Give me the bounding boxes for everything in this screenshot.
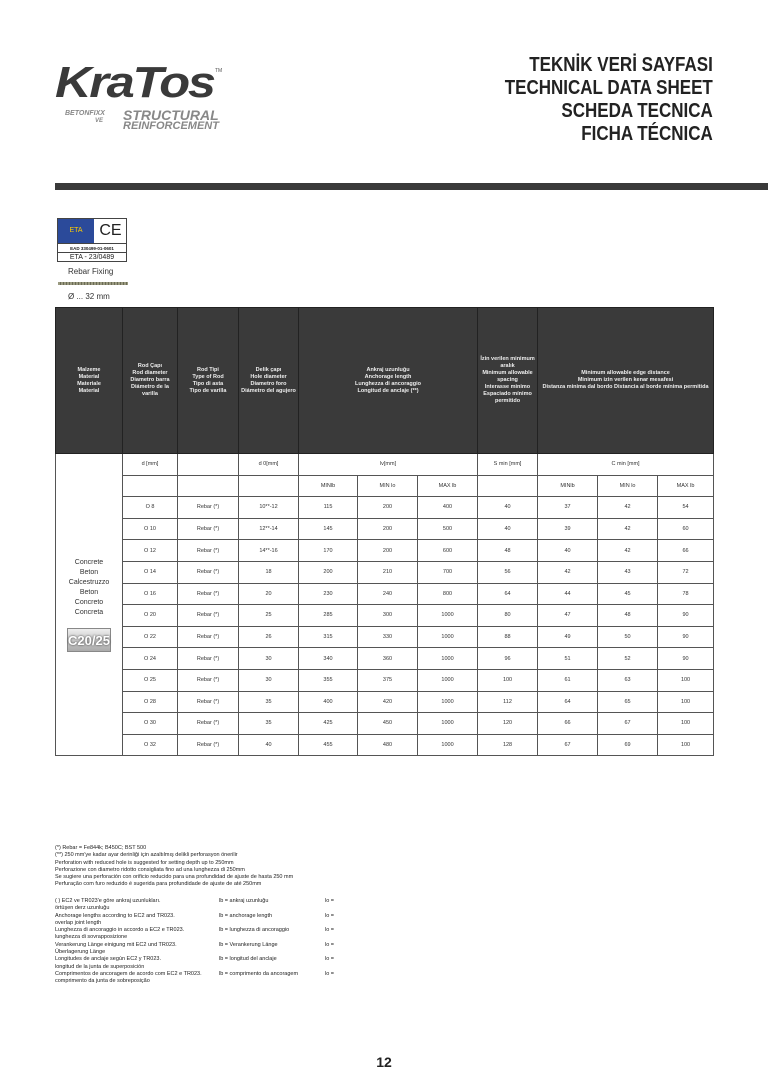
table-cell: 60 xyxy=(658,518,714,540)
table-cell: 25 xyxy=(239,605,299,627)
table-row xyxy=(56,713,714,735)
header-anchorage-length: Ankraj uzunluğu Anchorage length Lunghezza di ancoraggio Longitud de anclaje (**) xyxy=(299,308,478,454)
definition-text: lunghezza di sovrapposizione xyxy=(55,934,128,941)
definition-row xyxy=(55,942,375,957)
product-diameter: Ø ... 32 mm xyxy=(68,292,110,301)
sub-lv-maxlb: MAX lb xyxy=(418,475,478,497)
title-tr: TEKNİK VERİ SAYFASI xyxy=(529,54,713,76)
table-row xyxy=(56,734,714,756)
definition-row xyxy=(55,927,375,942)
title-en: TECHNICAL DATA SHEET xyxy=(504,77,713,99)
sub-c-minlb: MINlb xyxy=(538,475,598,497)
table-cell: 455 xyxy=(299,734,358,756)
table-row xyxy=(56,648,714,670)
table-cell: 112 xyxy=(478,691,538,713)
table-cell: 10**-12 xyxy=(239,497,299,519)
table-cell: 63 xyxy=(598,669,658,691)
table-row xyxy=(56,605,714,627)
table-cell: 47 xyxy=(538,605,598,627)
table-cell: 40 xyxy=(239,734,299,756)
table-cell: 50 xyxy=(598,626,658,648)
definition-row xyxy=(55,956,375,971)
header-edge-distance: Minimum allowable edge distance Minimum izin verilen kenar mesafesi Distanza minima dal bordo Distancia al borde mínima permitida xyxy=(538,308,714,454)
table-cell: 500 xyxy=(418,518,478,540)
table-cell: 315 xyxy=(299,626,358,648)
table-cell: 100 xyxy=(658,734,714,756)
unit-c: C min [mm] xyxy=(538,454,714,476)
material-name: Concreta xyxy=(74,608,104,616)
table-cell: 145 xyxy=(299,518,358,540)
table-cell: 300 xyxy=(358,605,418,627)
table-cell: 700 xyxy=(418,561,478,583)
table-row xyxy=(56,540,714,562)
table-cell: 48 xyxy=(478,540,538,562)
material-name: Beton xyxy=(79,588,99,596)
table-cell: 37 xyxy=(538,497,598,519)
table-cell: 210 xyxy=(358,561,418,583)
table-cell: 56 xyxy=(478,561,538,583)
technical-data-table xyxy=(55,307,714,756)
definition-text: Lunghezza di ancoraggio in accordo a EC2 e TR023. xyxy=(55,927,185,934)
table-row xyxy=(56,626,714,648)
table-cell: 120 xyxy=(478,713,538,735)
header-rod-type: Rod Tipi Type of Rod Tipo di asta Tipo de varilla xyxy=(178,308,239,454)
table-cell: 64 xyxy=(538,691,598,713)
table-cell: 1000 xyxy=(418,713,478,735)
table-cell: O 30 xyxy=(123,713,178,735)
table-cell: Rebar (*) xyxy=(178,691,239,713)
units-row xyxy=(56,454,714,476)
definition-text: longitud de la junta de superposición xyxy=(55,963,145,970)
eu-eta-icon: ETA xyxy=(58,219,94,243)
table-cell: 425 xyxy=(299,713,358,735)
table-cell: 43 xyxy=(598,561,658,583)
table-cell: 67 xyxy=(598,713,658,735)
table-cell: Rebar (*) xyxy=(178,540,239,562)
table-cell: 88 xyxy=(478,626,538,648)
table-cell: O 10 xyxy=(123,518,178,540)
definition-row xyxy=(55,971,375,986)
table-cell: 480 xyxy=(358,734,418,756)
table-cell: 285 xyxy=(299,605,358,627)
table-cell: 400 xyxy=(299,691,358,713)
table-cell: O 25 xyxy=(123,669,178,691)
definitions xyxy=(55,898,375,986)
table-cell: 128 xyxy=(478,734,538,756)
footnote-line: Perforation with reduced hole is suggested for setting depth up to 250mm xyxy=(55,859,234,866)
table-cell: O 12 xyxy=(123,540,178,562)
definition-text: Comprimentos de ancoragem de acordo com EC2 e TR023. xyxy=(55,970,202,977)
header-min-spacing: İzin verilen minimum aralık Minimum allowable spacing Interasse minimo Espaciado mínimo permitido xyxy=(478,308,538,454)
table-cell: 200 xyxy=(358,540,418,562)
sub-c-minlo: MIN lo xyxy=(598,475,658,497)
definition-text: Überlagerung Länge xyxy=(55,949,106,956)
footnote-line: Se sugiere una perforación con orificio reducido para una profundidad de ajuste de hasta 250 mm xyxy=(55,874,294,881)
header-rod-diameter: Rod Çapı Rod diameter Diametro barra Diámetro de la varilla xyxy=(123,308,178,454)
table-cell: 30 xyxy=(239,669,299,691)
definition-text: örtüşen derz uzunluğu xyxy=(55,905,110,912)
material-name: Beton xyxy=(79,568,99,576)
subheader-row xyxy=(56,475,714,497)
title-es: FICHA TÉCNICA xyxy=(581,123,713,145)
table-cell: 20 xyxy=(239,583,299,605)
table-cell: Rebar (*) xyxy=(178,583,239,605)
table-cell: 330 xyxy=(358,626,418,648)
table-cell: 90 xyxy=(658,626,714,648)
logo-reinforcement: REINFORCEMENT xyxy=(123,120,219,132)
table-cell: 35 xyxy=(239,691,299,713)
definition-text: lb = longitud del anclaje xyxy=(219,956,277,963)
unit-d0: d 0[mm] xyxy=(239,454,299,476)
sub-lv-minlb: MINlb xyxy=(299,475,358,497)
title-it: SCHEDA TECNICA xyxy=(561,100,713,122)
table-cell: O 32 xyxy=(123,734,178,756)
footnote-line: (**) 250 mm'ye kadar ayar derinliği için azaltılmış delikli perforasyon önerilir xyxy=(55,852,238,859)
definition-text: lb = lunghezza di ancoraggio xyxy=(219,927,290,934)
table-cell: Rebar (*) xyxy=(178,669,239,691)
definition-text: lo = xyxy=(325,956,335,963)
table-header-row xyxy=(56,308,714,454)
definition-text: lo = xyxy=(325,927,335,934)
table-cell: 355 xyxy=(299,669,358,691)
table-cell: 14**-16 xyxy=(239,540,299,562)
table-cell: 65 xyxy=(598,691,658,713)
table-cell: 400 xyxy=(418,497,478,519)
table-cell: 80 xyxy=(478,605,538,627)
table-row xyxy=(56,561,714,583)
unit-lv: lv[mm] xyxy=(299,454,478,476)
definition-text: lo = xyxy=(325,970,335,977)
definition-row xyxy=(55,898,375,913)
table-row xyxy=(56,691,714,713)
table-row xyxy=(56,497,714,519)
product-name: Rebar Fixing xyxy=(68,267,114,276)
table-cell: Rebar (*) xyxy=(178,626,239,648)
table-cell: 42 xyxy=(598,540,658,562)
table-cell: 450 xyxy=(358,713,418,735)
document-titles xyxy=(468,54,713,146)
table-cell: 69 xyxy=(598,734,658,756)
table-cell: 40 xyxy=(478,497,538,519)
table-cell: 1000 xyxy=(418,605,478,627)
logo-structural: STRUCTURAL xyxy=(123,107,219,123)
unit-d: d [mm] xyxy=(123,454,178,476)
material-cell xyxy=(56,454,123,756)
table-cell: 240 xyxy=(358,583,418,605)
logo-betonfixx: BETONFIXX xyxy=(65,110,105,117)
table-cell: 35 xyxy=(239,713,299,735)
table-cell: 1000 xyxy=(418,626,478,648)
table-cell: 18 xyxy=(239,561,299,583)
table-cell: 115 xyxy=(299,497,358,519)
table-cell: 96 xyxy=(478,648,538,670)
footnote-line: (*) Rebar = Fe844k; B450C; BST 500 xyxy=(55,845,147,851)
table-cell: 12**-14 xyxy=(239,518,299,540)
table-cell: 230 xyxy=(299,583,358,605)
definition-text: lb = ankraj uzunluğu xyxy=(219,898,269,904)
table-cell: 48 xyxy=(598,605,658,627)
unit-s: S min [mm] xyxy=(478,454,538,476)
definition-row xyxy=(55,913,375,928)
page-number: 12 xyxy=(376,1054,392,1070)
table-cell: 420 xyxy=(358,691,418,713)
table-cell: 200 xyxy=(358,497,418,519)
table-cell: 340 xyxy=(299,648,358,670)
table-cell: Rebar (*) xyxy=(178,497,239,519)
sub-lv-minlo: MIN lo xyxy=(358,475,418,497)
material-name: Concreto xyxy=(74,598,104,606)
table-cell: 100 xyxy=(478,669,538,691)
table-cell: 360 xyxy=(358,648,418,670)
logo-ve: VE xyxy=(95,118,104,124)
definition-text: Anchorage lengths according to EC2 and TR023. xyxy=(55,912,175,919)
table-cell: 1000 xyxy=(418,691,478,713)
table-cell: 100 xyxy=(658,691,714,713)
table-cell: 67 xyxy=(538,734,598,756)
table-cell: 100 xyxy=(658,669,714,691)
table-cell: 90 xyxy=(658,605,714,627)
table-cell: O 14 xyxy=(123,561,178,583)
definition-text: ( ) EC2 ve TR023'e göre ankraj uzunlukları. xyxy=(55,898,161,904)
table-cell: Rebar (*) xyxy=(178,734,239,756)
ce-mark-icon: CE xyxy=(99,222,122,239)
table-cell: Rebar (*) xyxy=(178,648,239,670)
table-cell: O 24 xyxy=(123,648,178,670)
table-row xyxy=(56,669,714,691)
definition-text: overlap joint length xyxy=(55,919,102,926)
table-cell: 26 xyxy=(239,626,299,648)
table-cell: 42 xyxy=(598,497,658,519)
table-cell: 42 xyxy=(538,561,598,583)
table-cell: 49 xyxy=(538,626,598,648)
table-cell: 100 xyxy=(658,713,714,735)
table-cell: 52 xyxy=(598,648,658,670)
table-cell: 800 xyxy=(418,583,478,605)
table-cell: 30 xyxy=(239,648,299,670)
footnote-line: Perforazione con diametro ridotto consigliata fino ad una lunghezza di 250mm xyxy=(55,866,245,873)
definition-text: lb = comprimento da ancoragem xyxy=(219,970,299,977)
definition-text: comprimento da junta de sobreposição xyxy=(55,978,150,985)
definition-text: lo = xyxy=(325,912,335,919)
definition-text: Longitudes de anclaje según EC2 y TR023. xyxy=(55,956,161,963)
table-cell: 45 xyxy=(598,583,658,605)
eta-number: ETA - 23/0489 xyxy=(58,252,126,262)
table-row xyxy=(56,518,714,540)
table-cell: 72 xyxy=(658,561,714,583)
table-cell: O 8 xyxy=(123,497,178,519)
header-hole-diameter: Delik çapı Hole diameter Diametro foro Diámetro del agujero xyxy=(239,308,299,454)
definition-text: Verankerung Länge einigung mit EC2 und TR023. xyxy=(55,941,177,948)
table-cell: Rebar (*) xyxy=(178,713,239,735)
table-cell: 44 xyxy=(538,583,598,605)
table-cell: O 22 xyxy=(123,626,178,648)
rebar-icon xyxy=(58,282,128,285)
table-cell: 375 xyxy=(358,669,418,691)
table-cell: 51 xyxy=(538,648,598,670)
table-cell: O 28 xyxy=(123,691,178,713)
table-cell: 40 xyxy=(478,518,538,540)
table-cell: Rebar (*) xyxy=(178,605,239,627)
table-cell: 600 xyxy=(418,540,478,562)
table-cell: 64 xyxy=(478,583,538,605)
header-divider xyxy=(55,183,768,190)
table-row xyxy=(56,583,714,605)
table-cell: 66 xyxy=(538,713,598,735)
table-cell: 200 xyxy=(299,561,358,583)
certification-badge xyxy=(57,218,127,262)
table-cell: 78 xyxy=(658,583,714,605)
header-material: Malzeme Material Materiale Material xyxy=(56,308,123,454)
table-cell: 39 xyxy=(538,518,598,540)
definition-text: lo = xyxy=(325,941,335,948)
table-cell: 90 xyxy=(658,648,714,670)
logo-tm: TM xyxy=(215,68,223,74)
table-cell: 170 xyxy=(299,540,358,562)
table-cell: 54 xyxy=(658,497,714,519)
table-cell: 1000 xyxy=(418,669,478,691)
brand-logo xyxy=(55,58,225,138)
definition-text: lb = Verankerung Länge xyxy=(219,941,278,948)
logo-wordmark: KraTos xyxy=(55,58,214,107)
table-cell: 1000 xyxy=(418,734,478,756)
table-cell: 40 xyxy=(538,540,598,562)
concrete-class-badge: C20/25 xyxy=(67,628,111,652)
table-cell: O 20 xyxy=(123,605,178,627)
table-cell: 1000 xyxy=(418,648,478,670)
definition-text: lo = xyxy=(325,898,335,904)
table-cell: Rebar (*) xyxy=(178,518,239,540)
table-cell: O 16 xyxy=(123,583,178,605)
material-name: Calcestruzzo xyxy=(68,578,110,586)
table-cell: 61 xyxy=(538,669,598,691)
material-name: Concrete xyxy=(74,558,104,566)
footnote-line: Perfuração com furo reduzido é sugerida para profundidade de ajuste de até 250mm xyxy=(55,881,262,888)
table-cell: 66 xyxy=(658,540,714,562)
ead-number: EAD 330499-01-0601 xyxy=(58,243,126,252)
table-cell: 42 xyxy=(598,518,658,540)
footnotes xyxy=(55,845,293,889)
table-cell: Rebar (*) xyxy=(178,561,239,583)
table-cell: 200 xyxy=(358,518,418,540)
definition-text: lb = anchorage length xyxy=(219,912,273,919)
sub-c-maxlb: MAX lb xyxy=(658,475,714,497)
